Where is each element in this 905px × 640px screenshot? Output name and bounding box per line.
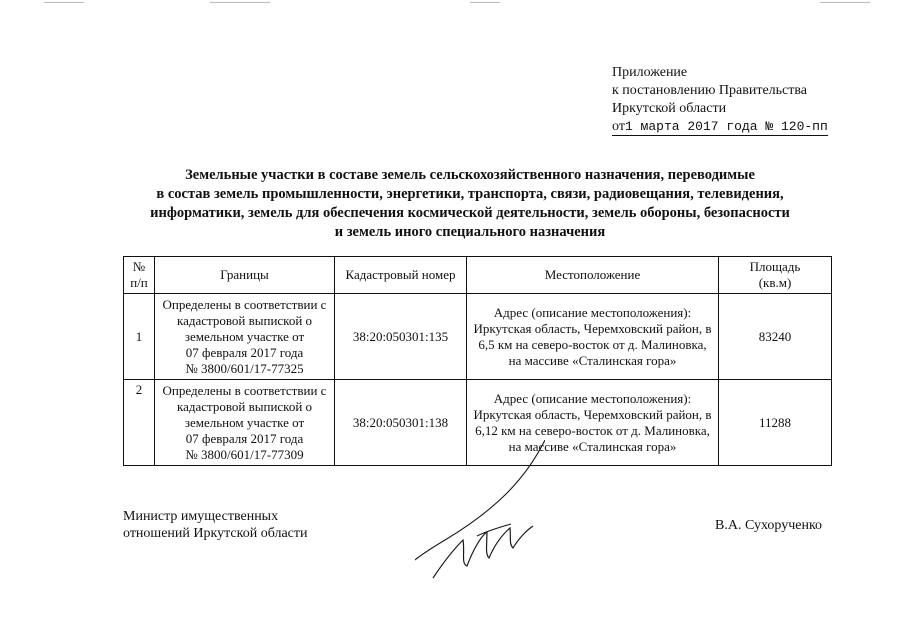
- table-header-row: [124, 257, 832, 294]
- row-area: 11288: [719, 380, 832, 466]
- appendix-header: [612, 64, 828, 136]
- row-borders: Определены в соответствии с кадастровой выпиской о земельном участке от 07 февраля 2017 года № 3800/601/17-77309: [155, 380, 335, 466]
- row-cadastral-number: 38:20:050301:135: [335, 294, 467, 380]
- row-cadastral-number: 38:20:050301:138: [335, 380, 467, 466]
- title-line: и земель иного специального назначения: [334, 224, 606, 240]
- header-area: Площадь (кв.м): [719, 257, 832, 294]
- table-row: [124, 294, 832, 380]
- header-location: Местоположение: [467, 257, 719, 294]
- signatory-position: [123, 508, 308, 542]
- row-area: 83240: [719, 294, 832, 380]
- row-number: 1: [124, 294, 155, 380]
- row-borders: Определены в соответствии с кадастровой выпиской о земельном участке от 07 февраля 2017 года № 3800/601/17-77325: [155, 294, 335, 380]
- scan-edge-mark: [820, 2, 870, 3]
- signatory-position-line: Министр имущественных: [123, 509, 279, 524]
- row-location: Адрес (описание местоположения): Иркутская область, Черемховский район, в 6,5 км на северо-восток от д. Малиновка, на массиве «Сталинская гора»: [467, 294, 719, 380]
- signatory-name: В.А. Сухорученко: [715, 518, 823, 533]
- document-title: [120, 166, 820, 242]
- scan-edge-mark: [210, 2, 270, 3]
- scan-edge-mark: [470, 2, 500, 3]
- land-plots-table: [123, 256, 832, 466]
- appendix-date-value: 1 марта 2017 года № 120-пп: [624, 119, 828, 134]
- header-cadastral: Кадастровый номер: [335, 257, 467, 294]
- row-number: 2: [124, 380, 155, 466]
- title-line: в состав земель промышленности, энергетики, транспорта, связи, радиовещания, телевидения,: [156, 186, 784, 202]
- row-location: Адрес (описание местоположения): Иркутская область, Черемховский район, в 6,12 км на северо-восток от д. Малиновка, на массиве «Сталинская гора»: [467, 380, 719, 466]
- scan-edge-mark: [44, 2, 84, 3]
- appendix-date-prefix: от: [612, 119, 625, 134]
- appendix-date: [612, 118, 828, 136]
- appendix-resolution: к постановлению Правительства: [612, 83, 808, 98]
- signatory-position-line: отношений Иркутской области: [123, 526, 308, 541]
- header-borders: Границы: [155, 257, 335, 294]
- appendix-region: Иркутской области: [612, 101, 727, 116]
- title-line: информатики, земель для обеспечения космической деятельности, земель обороны, безопасности: [150, 205, 790, 221]
- appendix-label: Приложение: [612, 65, 688, 80]
- handwritten-signature: [415, 440, 545, 585]
- title-line: Земельные участки в составе земель сельскохозяйственного назначения, переводимые: [185, 167, 755, 183]
- header-num: № п/п: [124, 257, 155, 294]
